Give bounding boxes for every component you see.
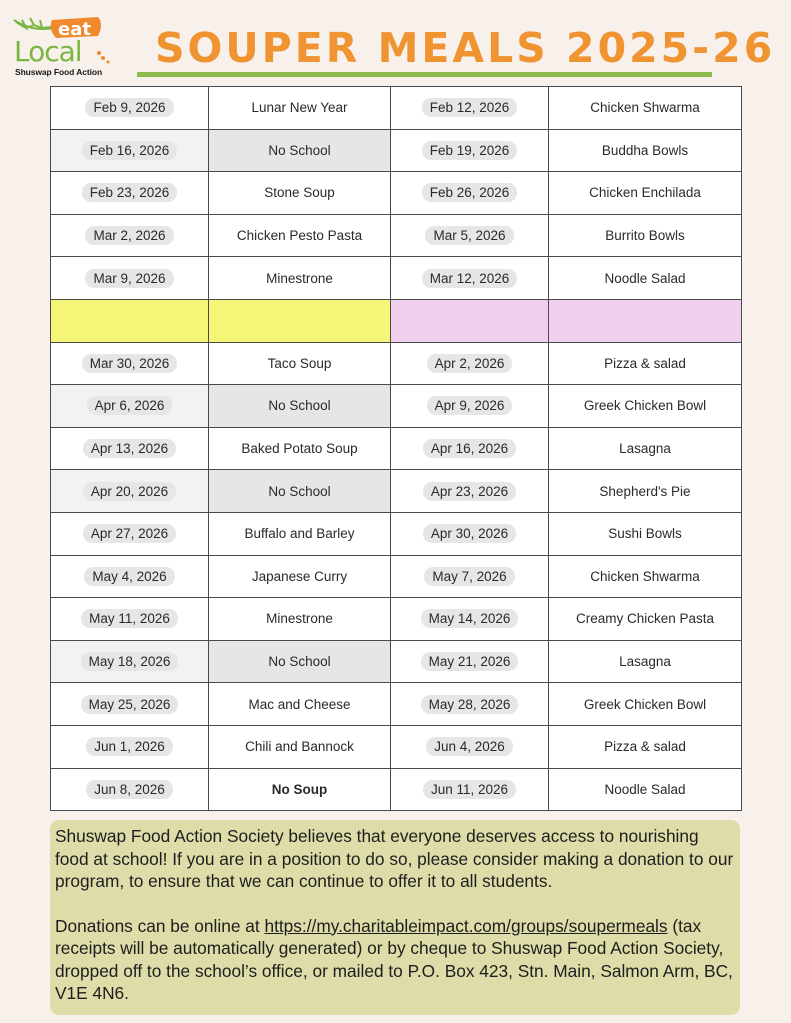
date-pill: Apr 20, 2026 bbox=[83, 482, 176, 501]
date-pill: Feb 12, 2026 bbox=[422, 98, 518, 117]
table-row bbox=[51, 512, 742, 555]
monday-meal-cell bbox=[209, 598, 391, 641]
date-pill: May 28, 2026 bbox=[421, 695, 519, 714]
monday-meal-cell bbox=[209, 427, 391, 470]
monday-meal-cell bbox=[209, 172, 391, 215]
table-row bbox=[51, 555, 742, 598]
meal-text: Greek Chicken Bowl bbox=[583, 398, 707, 414]
monday-date-cell bbox=[51, 598, 209, 641]
monday-meal-cell bbox=[209, 683, 391, 726]
svg-text:Local: Local bbox=[14, 35, 82, 68]
break-cell bbox=[51, 299, 209, 342]
thursday-meal-cell bbox=[549, 342, 742, 385]
thursday-date-cell bbox=[391, 470, 549, 513]
thursday-meal-cell bbox=[549, 598, 742, 641]
eat-local-logo bbox=[12, 14, 124, 80]
table-row bbox=[51, 470, 742, 513]
meal-text: Burrito Bowls bbox=[605, 228, 685, 244]
date-pill: Feb 16, 2026 bbox=[82, 141, 178, 160]
date-pill: Apr 13, 2026 bbox=[83, 439, 176, 458]
date-pill: May 11, 2026 bbox=[81, 609, 178, 628]
table-row bbox=[51, 427, 742, 470]
thursday-meal-cell bbox=[549, 470, 742, 513]
date-pill: Mar 30, 2026 bbox=[82, 354, 178, 373]
page-title: SOUPER MEALS 2025-26 bbox=[155, 24, 776, 72]
meal-text: Lunar New Year bbox=[251, 100, 348, 116]
thursday-date-cell bbox=[391, 640, 549, 683]
thursday-date-cell bbox=[391, 129, 549, 172]
date-pill: May 18, 2026 bbox=[81, 652, 179, 671]
note-p2-prefix: Donations can be online at bbox=[55, 915, 265, 936]
meal-text: No School bbox=[268, 142, 331, 158]
date-pill: Feb 23, 2026 bbox=[82, 183, 178, 202]
monday-date-cell bbox=[51, 172, 209, 215]
monday-date-cell bbox=[51, 640, 209, 683]
thursday-meal-cell bbox=[549, 172, 742, 215]
monday-date-cell bbox=[51, 470, 209, 513]
date-pill: May 21, 2026 bbox=[421, 652, 519, 671]
thursday-meal-cell bbox=[549, 725, 742, 768]
meal-text: Creamy Chicken Pasta bbox=[575, 611, 715, 627]
thursday-meal-cell bbox=[549, 87, 742, 130]
date-pill: Apr 27, 2026 bbox=[83, 524, 176, 543]
thursday-meal-cell bbox=[549, 555, 742, 598]
note-p2-suffix: (tax receipts will be automatically generated) or by cheque to Shuswap Food Action Society, dropped off to the school’s office, or mailed to P.O. Box 423, Stn. Main, Salmon Arm, BC, V1E 4N6. bbox=[55, 915, 733, 1003]
break-cell bbox=[549, 299, 742, 342]
thursday-date-cell bbox=[391, 214, 549, 257]
spring-break-row bbox=[51, 299, 742, 342]
meal-text: Chili and Bannock bbox=[245, 739, 354, 755]
monday-date-cell bbox=[51, 555, 209, 598]
thursday-date-cell bbox=[391, 725, 549, 768]
date-pill: May 4, 2026 bbox=[84, 567, 174, 586]
meal-text: Lasagna bbox=[619, 441, 671, 457]
meal-text: Minestrone bbox=[266, 611, 333, 627]
date-pill: May 14, 2026 bbox=[421, 609, 519, 628]
meal-text: Pizza & salad bbox=[604, 355, 686, 371]
thursday-date-cell bbox=[391, 768, 549, 811]
meal-text: Chicken Shwarma bbox=[590, 568, 700, 584]
date-pill: Apr 16, 2026 bbox=[423, 439, 516, 458]
date-pill: Apr 23, 2026 bbox=[423, 482, 516, 501]
monday-date-cell bbox=[51, 512, 209, 555]
date-pill: Apr 9, 2026 bbox=[427, 396, 513, 415]
monday-date-cell bbox=[51, 725, 209, 768]
monday-meal-cell bbox=[209, 512, 391, 555]
monday-meal-cell bbox=[209, 257, 391, 300]
table-row bbox=[51, 640, 742, 683]
monday-meal-cell bbox=[209, 555, 391, 598]
monday-date-cell bbox=[51, 87, 209, 130]
table-row bbox=[51, 683, 742, 726]
meal-text: Minestrone bbox=[266, 270, 333, 286]
date-pill: Mar 2, 2026 bbox=[85, 226, 173, 245]
meal-text: Chicken Enchilada bbox=[589, 185, 701, 201]
thursday-date-cell bbox=[391, 87, 549, 130]
thursday-date-cell bbox=[391, 512, 549, 555]
table-row bbox=[51, 598, 742, 641]
date-pill: Jun 11, 2026 bbox=[423, 780, 516, 799]
monday-meal-cell bbox=[209, 768, 391, 811]
monday-meal-cell bbox=[209, 470, 391, 513]
date-pill: May 25, 2026 bbox=[81, 695, 179, 714]
meal-text: Shepherd's Pie bbox=[599, 483, 691, 499]
monday-date-cell bbox=[51, 768, 209, 811]
thursday-date-cell bbox=[391, 598, 549, 641]
date-pill: Apr 30, 2026 bbox=[423, 524, 516, 543]
date-pill: Feb 9, 2026 bbox=[85, 98, 173, 117]
monday-date-cell bbox=[51, 257, 209, 300]
meal-text: Noodle Salad bbox=[604, 270, 686, 286]
carrot-logo-icon bbox=[12, 14, 124, 68]
donation-link[interactable]: https://my.charitableimpact.com/groups/soupermeals bbox=[264, 915, 668, 936]
meal-text: Chicken Pesto Pasta bbox=[236, 228, 363, 244]
thursday-meal-cell bbox=[549, 683, 742, 726]
thursday-date-cell bbox=[391, 257, 549, 300]
svg-text:eat: eat bbox=[58, 19, 91, 40]
meal-text: Greek Chicken Bowl bbox=[583, 696, 707, 712]
date-pill: Jun 4, 2026 bbox=[426, 737, 513, 756]
thursday-meal-cell bbox=[549, 385, 742, 428]
monday-date-cell bbox=[51, 385, 209, 428]
meal-text: Baked Potato Soup bbox=[241, 441, 358, 457]
meal-text: Buffalo and Barley bbox=[244, 526, 355, 542]
date-pill: Feb 19, 2026 bbox=[422, 141, 518, 160]
meal-schedule-table bbox=[50, 86, 742, 811]
thursday-date-cell bbox=[391, 172, 549, 215]
table-row bbox=[51, 725, 742, 768]
note-paragraph-2 bbox=[55, 915, 734, 1005]
title-underline bbox=[137, 72, 712, 77]
meal-text: No School bbox=[268, 483, 331, 499]
monday-meal-cell bbox=[209, 725, 391, 768]
monday-date-cell bbox=[51, 129, 209, 172]
date-pill: Feb 26, 2026 bbox=[422, 183, 518, 202]
table-row bbox=[51, 172, 742, 215]
monday-meal-cell bbox=[209, 129, 391, 172]
table-row bbox=[51, 214, 742, 257]
meal-text: Noodle Salad bbox=[604, 781, 686, 797]
date-pill: May 7, 2026 bbox=[424, 567, 514, 586]
table-row bbox=[51, 385, 742, 428]
break-cell bbox=[391, 299, 549, 342]
meal-text: No School bbox=[268, 398, 331, 414]
thursday-meal-cell bbox=[549, 640, 742, 683]
thursday-date-cell bbox=[391, 385, 549, 428]
thursday-date-cell bbox=[391, 683, 549, 726]
monday-date-cell bbox=[51, 214, 209, 257]
meal-text: Taco Soup bbox=[267, 355, 332, 371]
thursday-date-cell bbox=[391, 555, 549, 598]
date-pill: Jun 1, 2026 bbox=[86, 737, 173, 756]
monday-date-cell bbox=[51, 342, 209, 385]
table-row bbox=[51, 129, 742, 172]
date-pill: Jun 8, 2026 bbox=[86, 780, 173, 799]
thursday-date-cell bbox=[391, 342, 549, 385]
meal-text: No School bbox=[268, 654, 331, 670]
monday-meal-cell bbox=[209, 640, 391, 683]
table-row bbox=[51, 342, 742, 385]
thursday-meal-cell bbox=[549, 214, 742, 257]
monday-meal-cell bbox=[209, 342, 391, 385]
logo-caption: Shuswap Food Action bbox=[15, 67, 103, 77]
date-pill: Apr 6, 2026 bbox=[87, 396, 173, 415]
monday-date-cell bbox=[51, 427, 209, 470]
meal-text: Sushi Bowls bbox=[608, 526, 682, 542]
meal-text: Japanese Curry bbox=[251, 568, 348, 584]
date-pill: Apr 2, 2026 bbox=[427, 354, 513, 373]
date-pill: Mar 12, 2026 bbox=[422, 269, 518, 288]
meal-text: Lasagna bbox=[619, 654, 671, 670]
thursday-meal-cell bbox=[549, 768, 742, 811]
thursday-meal-cell bbox=[549, 427, 742, 470]
date-pill: Mar 5, 2026 bbox=[425, 226, 513, 245]
meal-text: No Soup bbox=[271, 781, 328, 797]
monday-meal-cell bbox=[209, 87, 391, 130]
table-row bbox=[51, 768, 742, 811]
note-paragraph-1: Shuswap Food Action Society believes that everyone deserves access to nourishing food at school! If you are in a position to do so, please consider making a donation to our program, to ensure that we can continue to offer it to all students. bbox=[55, 826, 734, 891]
monday-date-cell bbox=[51, 683, 209, 726]
meal-text: Pizza & salad bbox=[604, 739, 686, 755]
table-row bbox=[51, 87, 742, 130]
thursday-date-cell bbox=[391, 427, 549, 470]
date-pill: Mar 9, 2026 bbox=[85, 269, 173, 288]
meal-text: Buddha Bowls bbox=[601, 142, 689, 158]
monday-meal-cell bbox=[209, 214, 391, 257]
meal-text: Mac and Cheese bbox=[248, 696, 351, 712]
table-row bbox=[51, 257, 742, 300]
meal-text: Chicken Shwarma bbox=[590, 100, 700, 116]
thursday-meal-cell bbox=[549, 129, 742, 172]
break-cell bbox=[209, 299, 391, 342]
donation-note bbox=[50, 820, 740, 1015]
thursday-meal-cell bbox=[549, 512, 742, 555]
thursday-meal-cell bbox=[549, 257, 742, 300]
monday-meal-cell bbox=[209, 385, 391, 428]
meal-text: Stone Soup bbox=[264, 185, 335, 201]
